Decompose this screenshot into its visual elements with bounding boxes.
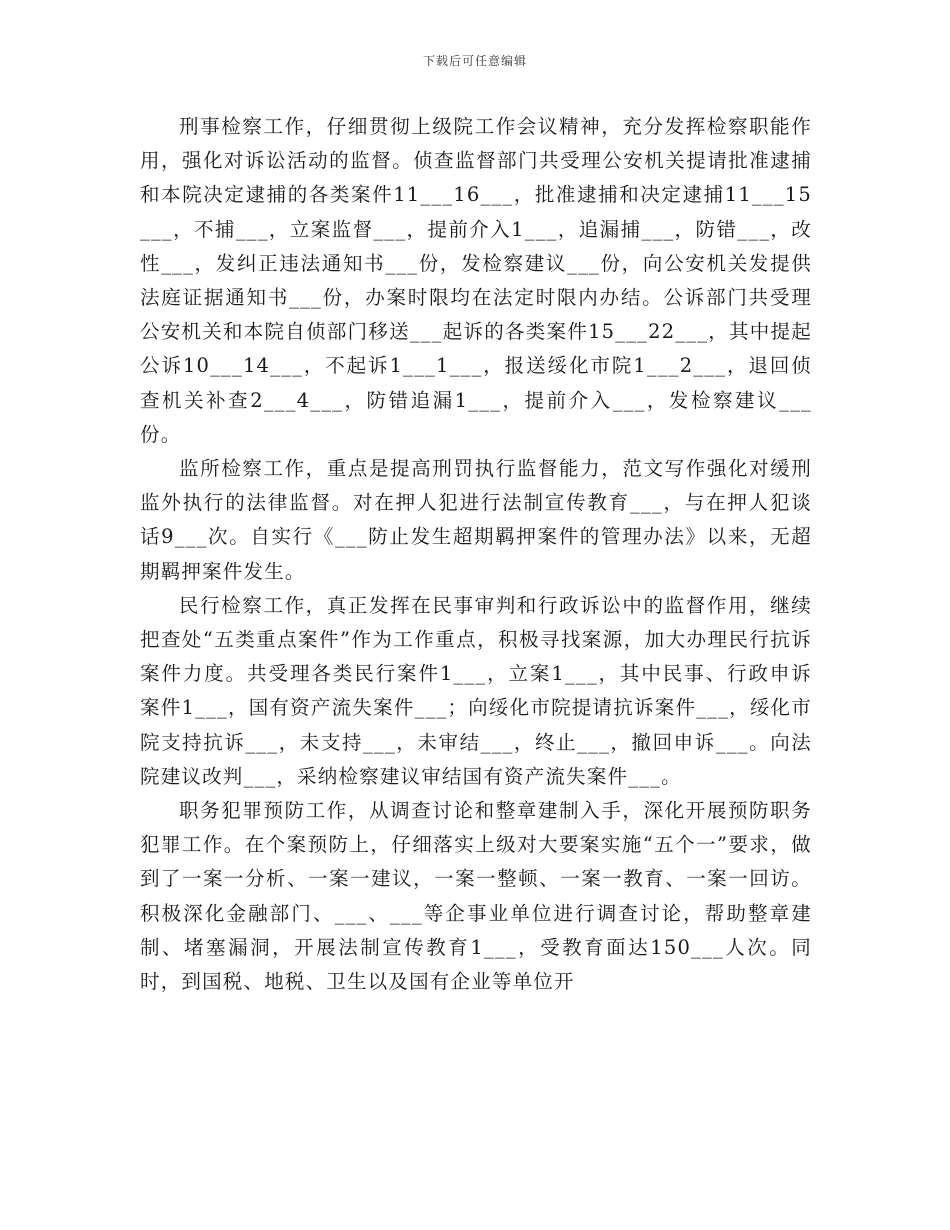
page-header: 下载后可任意编辑 [422, 54, 527, 68]
paragraph-crime-prevention: 职务犯罪预防工作，从调查讨论和整章建制入手，深化开展预防职务犯罪工作。在个案预防上，仔细落实上级对大要案实施“五个一”要求，做到了一案一分析、一案一建议，一案一整顿、一案一教育、一案一回访。积极深化金融部门、___、___等企事业单位进行调查讨论，帮助整章建制、堵塞漏洞，开展法制宣传教育1___，受教育面达150___人次。同时，到国税、地税、卫生以及国有企业等单位开 [140, 799, 812, 994]
paragraph-prison-procuratorial: 监所检察工作，重点是提高刑罚执行监督能力，范文写作强化对缓刑监外执行的法律监督。对在押人犯进行法制宣传教育___，与在押人犯谈话9___次。自实行《___防止发生超期羁押案件的管理办法》以来，无超期羁押案件发生。 [140, 457, 812, 583]
paragraph-civil-administrative-procuratorial: 民行检察工作，真正发挥在民事审判和行政诉讼中的监督作用，继续把查处“五类重点案件”作为工作重点，积极寻找案源，加大办理民行抗诉案件力度。共受理各类民行案件1___，立案1___，其中民事、行政申诉案件1___，国有资产流失案件___；向绥化市院提请抗诉案件___，绥化市院支持抗诉___，未支持___，未审结___，终止___，撤回申诉___。向法院建议改判___，采纳检察建议审结国有资产流失案件___。 [140, 593, 812, 788]
paragraph-criminal-procuratorial: 刑事检察工作，仔细贯彻上级院工作会议精神，充分发挥检察职能作用，强化对诉讼活动的监督。侦查监督部门共受理公安机关提请批准逮捕和本院决定逮捕的各类案件11___16___，批准逮捕和决定逮捕11___15___，不捕___，立案监督___，提前介入1___，追漏捕___，防错___，改性___，发纠正违法通知书___份，发检察建议___份，向公安机关发提供法庭证据通知书___份，办案时限均在法定时限内办结。公诉部门共受理公安机关和本院自侦部门移送___起诉的各类案件15___22___，其中提起公诉10___14___，不起诉1___1___，报送绥化市院1___2___，退回侦查机关补查2___4___，防错追漏1___，提前介入___，发检察建议___份。 [140, 115, 812, 446]
document-body [140, 110, 812, 999]
